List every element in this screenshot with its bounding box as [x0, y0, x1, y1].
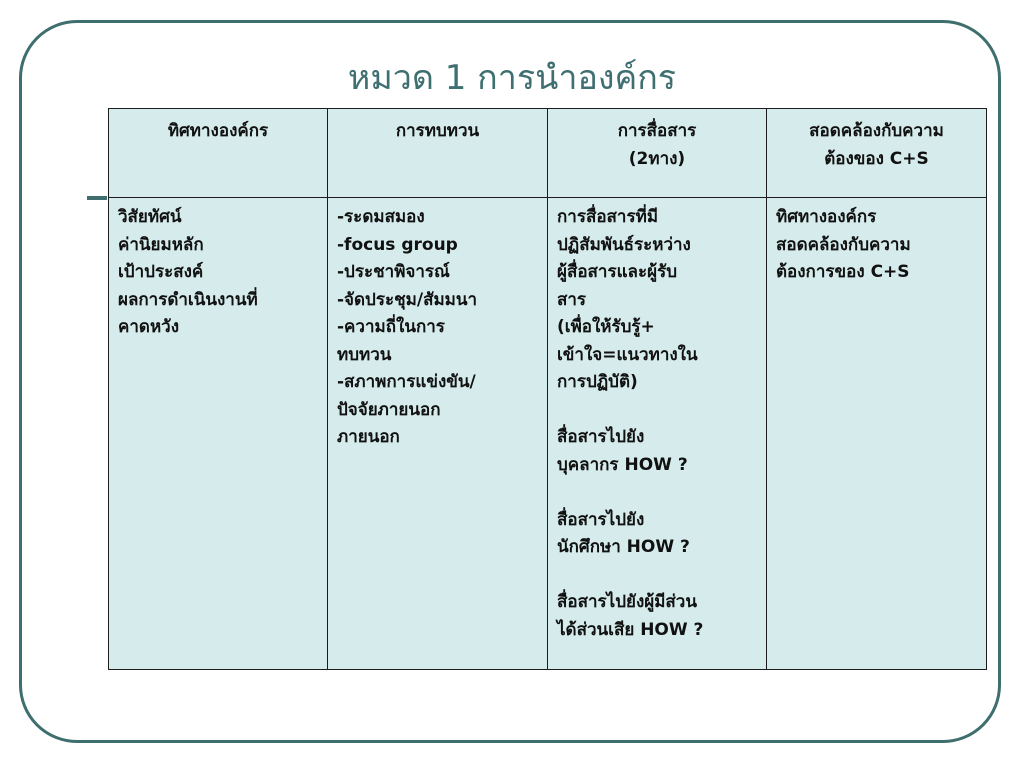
cell-line: -focus group: [337, 234, 458, 255]
header-line: สอดคล้องกับความ: [809, 121, 944, 141]
header-line: ทิศทางองค์กร: [167, 121, 269, 141]
header-direction: [109, 109, 328, 198]
table-body-row: [109, 198, 987, 670]
cell-alignment: [767, 198, 987, 670]
cell-line: ปัจจัยภายนอก: [337, 399, 441, 420]
cell-line: คาดหวัง: [118, 317, 180, 337]
spacer: [557, 397, 757, 425]
cell-line: สาร: [557, 289, 587, 310]
header-review: [328, 109, 548, 198]
cell-line: สอดคล้องกับความ: [776, 234, 911, 255]
cell-line: การปฏิบัติ): [557, 372, 638, 392]
cell-line: -ประชาพิจารณ์: [337, 262, 450, 282]
cell-line: การสื่อสารที่มี: [557, 207, 659, 227]
cell-line: วิสัยทัศน์: [118, 207, 182, 227]
header-line: ต้องของ C+S: [824, 149, 929, 169]
cell-line: ภายนอก: [337, 427, 400, 447]
cell-line: ทบทวน: [337, 344, 392, 365]
cell-line: ผู้สื่อสารและผู้รับ: [557, 262, 677, 282]
cell-direction: [109, 198, 328, 670]
header-line: การทบทวน: [395, 121, 480, 141]
cell-line: เป้าประสงค์: [118, 262, 204, 282]
cell-line: เข้าใจ=แนวทางใน: [557, 344, 698, 365]
leadership-table: [108, 108, 987, 670]
cell-communication: [548, 198, 767, 670]
cell-line: ทิศทางองค์กร: [776, 207, 877, 227]
spacer: [557, 562, 757, 590]
cell-line: ต้องการของ C+S: [776, 262, 910, 282]
cell-line: -จัดประชุม/สัมมนา: [337, 289, 478, 310]
cell-line: ผลการดำเนินงานที่: [118, 289, 258, 310]
cell-line: -สภาพการแข่งขัน/: [337, 372, 476, 392]
cell-line: ค่านิยมหลัก: [118, 234, 204, 255]
header-line: การสื่อสาร: [617, 121, 697, 141]
spacer: [557, 479, 757, 507]
cell-line: สื่อสารไปยัง: [557, 427, 645, 447]
slide-title: หมวด 1 การนำองค์กร: [347, 58, 677, 98]
table-header-row: [109, 109, 987, 198]
header-line: (2ทาง): [628, 149, 686, 169]
cell-line: ปฏิสัมพันธ์ระหว่าง: [557, 234, 691, 255]
cell-line: (เพื่อให้รับรู้+: [557, 317, 655, 337]
cell-line: บุคลากร HOW ?: [557, 454, 688, 475]
header-alignment: [767, 109, 987, 198]
header-communication: [548, 109, 767, 198]
cell-line: นักศึกษา HOW ?: [557, 537, 690, 557]
cell-line: สื่อสารไปยัง: [557, 509, 645, 530]
cell-line: -ความถี่ในการ: [337, 317, 445, 337]
decorative-tick: [87, 196, 107, 200]
cell-line: ได้ส่วนเสีย HOW ?: [557, 619, 704, 640]
cell-line: สื่อสารไปยังผู้มีส่วน: [557, 592, 697, 612]
cell-review: [328, 198, 548, 670]
cell-line: -ระดมสมอง: [337, 207, 425, 227]
